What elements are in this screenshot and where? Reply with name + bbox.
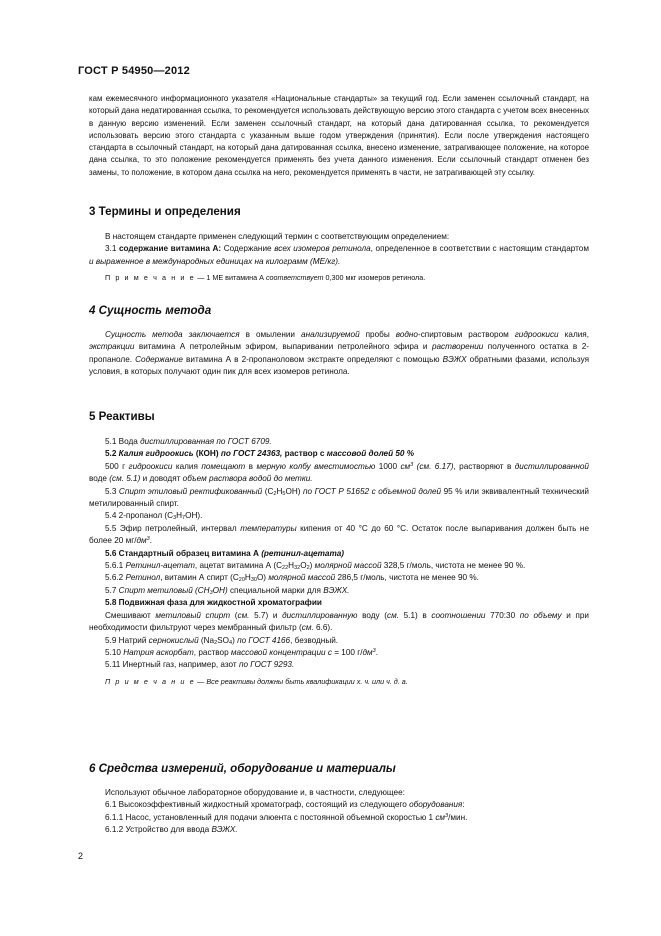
section-5 <box>89 410 589 423</box>
intro-paragraph: кам ежемесячного информационного указателя «Национальные стандарты» за текущий год. Если заменен ссылочный стандарт, на который дана недатированная ссылка, то рекомендуется использовать действующую версию этого стандарта с учетом всех внесенных в данную версию изменений. Если заменен ссылочный стандарт, на который дана датированная ссылка, то рекомендуется использовать версию этого стандарта с указанным выше годом утверждения (принятия). Если после утверждения настоящего стандарта в ссылочный стандарт, на который дана датированная ссылка, внесено изменение, затрагивающее положение, на которое дана ссылка, то это положение рекомендуется применять без учета данного изменения. Если ссылочный стандарт отменен без замены, то положение, в котором дана ссылка на него, рекомендуется применять в части, не затрагивающей эту ссылку. <box>89 94 589 177</box>
s5-koh-prep: 500 г гидроокиси калия помещают в мерную колбу вместимостью 1000 $см^3$ (см. 6.17), растворяют в дистиллированной воде (см. 5.1) и доводят объем раствора водой до метки. <box>89 461 589 484</box>
section-6 <box>89 762 589 775</box>
s5-mobile-phase-prep: Смешивают метиловый спирт (см. 5.7) и дистиллированную воду (см. 5.1) в соотношении 770:30 по объему и при необходимости фильтруют через мембранный фильтр (см. 6.6). <box>89 610 589 633</box>
section-5-heading: 5 Реактивы <box>89 410 155 423</box>
s5-item-5-10: 5.10 Натрия аскорбат, раствор массовой концентрации с = 100 $г/дм^3$. <box>105 647 378 657</box>
section-4-heading: 4 Сущность метода <box>89 304 212 317</box>
s5-item-5-6-1: 5.6.1 Ретинил-ацетат, ацетат витамина А $(С_{22}Н_{32}О_2)$ молярной массой 328,5 г/моль, чистота не менее 90 %. <box>105 561 526 572</box>
s5-item-5-7: 5.7 Спирт метиловый $(СН_3ОН)$ специальной марки для ВЭЖХ. <box>105 585 350 596</box>
s5-item-5-11: 5.11 Инертный газ, например, азот по ГОСТ 9293. <box>105 660 295 670</box>
s5-item-5-4: 5.4 2-пропанол $(С_3Н_7ОН)$. <box>105 511 203 522</box>
section-4-body <box>89 329 589 379</box>
section-6-heading: 6 Средства измерений, оборудование и материалы <box>89 762 396 775</box>
page-number: 2 <box>78 851 84 861</box>
intro-block <box>89 93 589 179</box>
s5-item-5-3: 5.3 Спирт этиловый ректификованный $(С_2Н_5ОН)$ по ГОСТ Р 51652 с объемной долей 95 % или эквивалентный технический метилированный спирт. <box>89 486 589 509</box>
s5-item-5-6: 5.6 Стандартный образец витамина А (ретинил-ацетата) <box>105 548 345 558</box>
s6-item-6-1: 6.1 Высокоэффективный жидкостный хроматограф, состоящий из следующего оборудования: <box>105 800 465 810</box>
document-header: ГОСТ Р 54950—2012 <box>78 65 190 77</box>
s6-item-6-1-1: 6.1.1 Насос, установленный для подачи элюента с постоянной объемной скоростью 1 $см^3$/мин. <box>105 812 468 822</box>
s6-item-6-1-2: 6.1.2 Устройство для ввода ВЭЖХ. <box>105 825 238 835</box>
s5-note: П р и м е ч а н и е — Все реактивы должны быть квалификации х. ч. или ч. д. а. <box>105 676 408 686</box>
s5-item-5-8: 5.8 Подвижная фаза для жидкостной хроматографии <box>105 598 322 608</box>
s5-item-5-1: 5.1 Вода дистиллированная по ГОСТ 6709. <box>105 437 272 446</box>
s5-item-5-9: 5.9 Натрий сернокислый $(Na_2SO_4)$ по ГОСТ 4166, безводный. <box>105 635 339 646</box>
s5-item-5-2: 5.2 Калия гидроокись (КОН) по ГОСТ 24363, раствор с массовой долей 50 % <box>105 449 415 459</box>
s5-item-5-5: 5.5 Эфир петролейный, интервал температуры кипения от 40 °С до 60 °С. Остаток после выпаривания должен быть не более 20 $мг/дм^3$. <box>89 523 590 546</box>
section-6-body <box>89 787 589 837</box>
section-4 <box>89 304 589 317</box>
section-5-body <box>89 436 589 688</box>
s5-item-5-6-2: 5.6.2 Ретинол, витамин А спирт $(С_{20}Н_{30}О)$ молярной массой 286,5 г/моль, чистота не менее 90 %. <box>105 573 479 584</box>
section-3-body <box>89 231 589 284</box>
s3-intro: В настоящем стандарте применен следующий термин с соответствующим определением: <box>105 232 450 241</box>
section-3-heading: 3 Термины и определения <box>89 205 241 218</box>
s3-term: 3.1 содержание витамина А: Содержание всех изомеров ретинола, определенное в соответствии с настоящим стандартом и выраженное в международных единицах на килограмм (МЕ/кг). <box>89 244 589 266</box>
s6-intro: Используют обычное лабораторное оборудование и, в частности, следующее: <box>105 788 405 797</box>
section-3 <box>89 205 589 218</box>
s4-paragraph: Сущность метода заключается в омылении анализируемой пробы водно-спиртовым раствором гидроокиси калия, экстракции витамина А петролейным эфиром, выпаривании петролейного эфира и растворении полученного остатка в 2-пропаноле. Содержание витамина А в 2-пропаноловом экстракте определяют с помощью ВЭЖХ обратными фазами, используя условия, в которых получают один пик для всех изомеров ретинола. <box>89 330 590 377</box>
s3-note: П р и м е ч а н и е — 1 МЕ витамина А соответствует 0,300 мкг изомеров ретинола. <box>105 273 426 283</box>
